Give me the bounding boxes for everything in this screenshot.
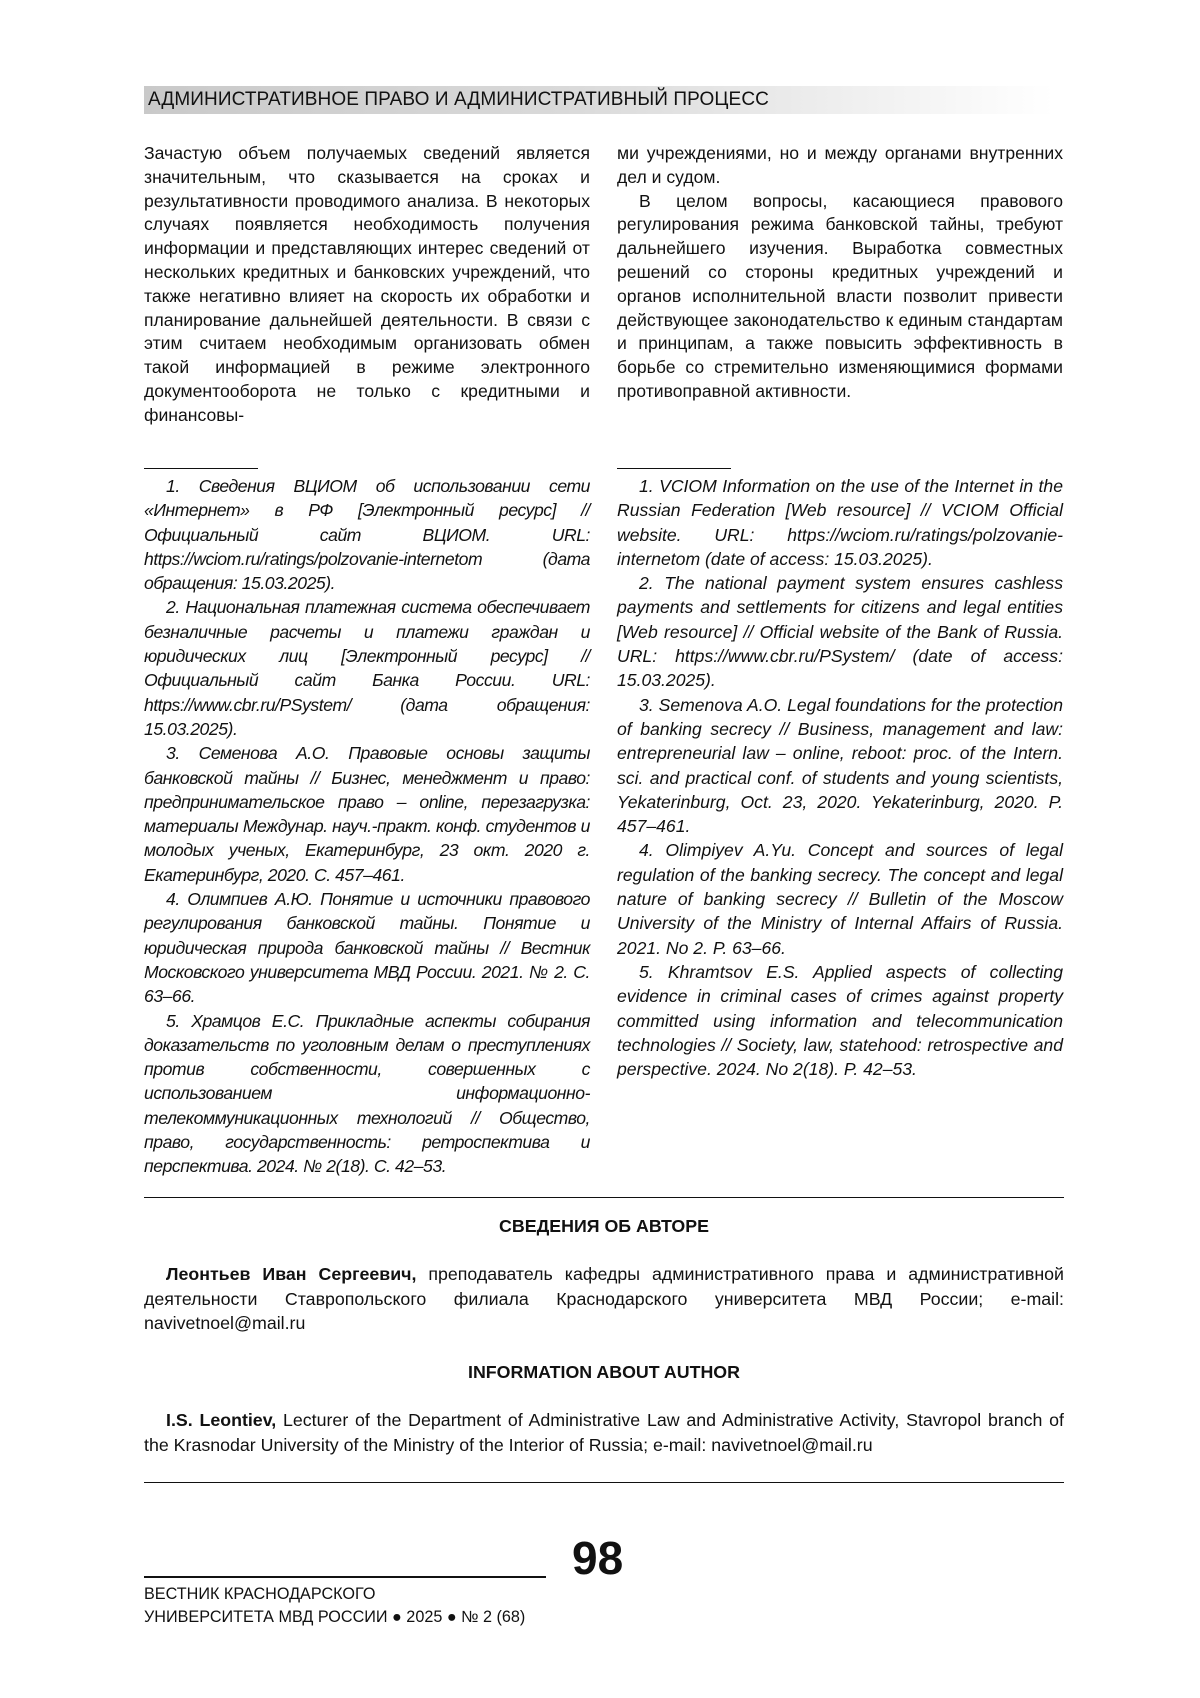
author-name-ru: Леонтьев Иван Сергеевич,	[166, 1264, 417, 1284]
reference-item: 3. Семенова А.О. Правовые основы защиты банковской тайны // Бизнес, менеджмент и право: предпринимательское право – online, перезагрузка: материалы Междунар. науч.-практ. конф. студентов и молодых ученых, Екатеринбург, 23 окт. 2020 г. Екатеринбург, 2020. С. 457–461.	[144, 743, 590, 885]
reference-item: 2. The national payment system ensures cashless payments and settlements for citizens and legal entities [Web resource] // Official website of the Bank of Russia. URL: https://www.cbr.ru/PSystem/ (date of access: 15.03.2025).	[617, 573, 1063, 691]
reference-item: 5. Храмцов Е.С. Прикладные аспекты собирания доказательств по уголовным делам о преступлениях против собственности, совершенных с использованием информационно-телекоммуникационных технологий // Общество, право, государственность: ретроспектива и перспектива. 2024. № 2(18). С. 42–53.	[144, 1010, 590, 1177]
reference-item: 3. Semenova A.O. Legal foundations for the protection of banking secrecy // Business, management and law: entrepreneurial law – online, reboot: proc. of the Intern. sci. and practical conf. of students and young scientists, Yekaterinburg, Oct. 23, 2020. Yekaterinburg, 2020. P. 457–461.	[617, 694, 1063, 837]
reference-item: 4. Олимпиев А.Ю. Понятие и источники правового регулирования банковской тайны. Понятие и юридическая природа банковской тайны // Вестник Московского университета МВД России. 2021. № 2. С. 63–66.	[144, 889, 590, 1007]
author-details-ru: преподаватель кафедры административного права и административной деятельности Ставропольского филиала Краснодарского университета МВД России; e-mail: navivetnoel@mail.ru	[144, 1264, 1064, 1333]
references-ru	[144, 474, 590, 1179]
body-column-left	[144, 142, 590, 428]
references-en	[617, 474, 1063, 1081]
body-column-right	[617, 142, 1063, 404]
body-paragraph-continued: ми учреждениями, но и между органами внутренних дел и судом.	[617, 143, 1063, 187]
reference-item: 1. Сведения ВЦИОМ об использовании сети «Интернет» в РФ [Электронный ресурс] // Официальный сайт ВЦИОМ. URL: https://wciom.ru/ratings/polzovanie-internetom (дата обращения: 15.03.2025).	[144, 476, 590, 594]
author-details-en: Lecturer of the Department of Administrative Law and Administrative Activity, Stavropol branch of the Krasnodar University of the Ministry of the Interior of Russia; e-mail: navivetnoel@mail.ru	[144, 1410, 1064, 1455]
author-heading-ru: СВЕДЕНИЯ ОБ АВТОРЕ	[499, 1216, 709, 1236]
footnote-divider-left	[144, 468, 258, 469]
reference-item: 5. Khramtsov E.S. Applied aspects of collecting evidence in criminal cases of crimes against property committed using information and telecommunication technologies // Society, law, statehood: retrospective and perspective. 2024. No 2(18). P. 42–53.	[617, 961, 1063, 1080]
author-info-ru	[144, 1262, 1064, 1336]
author-info-en	[144, 1408, 1064, 1457]
journal-title-line-2: УНИВЕРСИТЕТА МВД РОССИИ ● 2025 ● № 2 (68)	[144, 1608, 526, 1626]
author-name-en: I.S. Leontiev,	[166, 1410, 277, 1430]
journal-title-line-1: ВЕСТНИК КРАСНОДАРСКОГО	[144, 1585, 376, 1603]
page-number: 98	[572, 1532, 624, 1584]
footnote-divider-right	[617, 468, 731, 469]
author-section-top-divider	[144, 1197, 1064, 1198]
body-paragraph: В целом вопросы, касающиеся правового регулирования режима банковской тайны, требуют дальнейшего изучения. Выработка совместных решений со стороны кредитных учреждений и органов исполнительной власти позволит привести действующее законодательство к единым стандартам и принципам, а также повысить эффективность в борьбе со стремительно изменяющимися формами противоправной активности.	[617, 190, 1063, 401]
section-header-title: АДМИНИСТРАТИВНОЕ ПРАВО И АДМИНИСТРАТИВНЫЙ ПРОЦЕСС	[148, 89, 769, 110]
reference-item: 2. Национальная платежная система обеспечивает безналичные расчеты и платежи граждан и юридических лиц [Электронный ресурс] // Официальный сайт Банка России. URL: https://www.cbr.ru/PSystem/ (дата обращения: 15.03.2025).	[144, 597, 590, 739]
footer-rule	[144, 1576, 546, 1578]
author-heading-en: INFORMATION ABOUT AUTHOR	[468, 1362, 740, 1382]
reference-item: 4. Olimpiyev A.Yu. Concept and sources of legal regulation of the banking secrecy. The concept and legal nature of banking secrecy // Bulletin of the Moscow University of the Ministry of Internal Affairs of Russia. 2021. No 2. P. 63–66.	[617, 840, 1063, 958]
author-section-bottom-divider	[144, 1482, 1064, 1483]
reference-item: 1. VCIOM Information on the use of the Internet in the Russian Federation [Web resource] // VCIOM Official website. URL: https://wciom.ru/ratings/polzovanie-internetom (date of access: 15.03.2025).	[617, 476, 1063, 569]
body-paragraph: Зачастую объем получаемых сведений является значительным, что сказывается на сроках и результативности проводимого анализа. В некоторых случаях появляется необходимость получения информации и представляющих интерес сведений от нескольких кредитных и банковских учреждений, что также негативно влияет на скорость их обработки и планирование дальнейшей деятельности. В связи с этим считаем необходимым организовать обмен такой информацией в режиме электронного документооборота не только с кредитными и финансовы-	[144, 143, 590, 425]
journal-title	[144, 1583, 525, 1629]
